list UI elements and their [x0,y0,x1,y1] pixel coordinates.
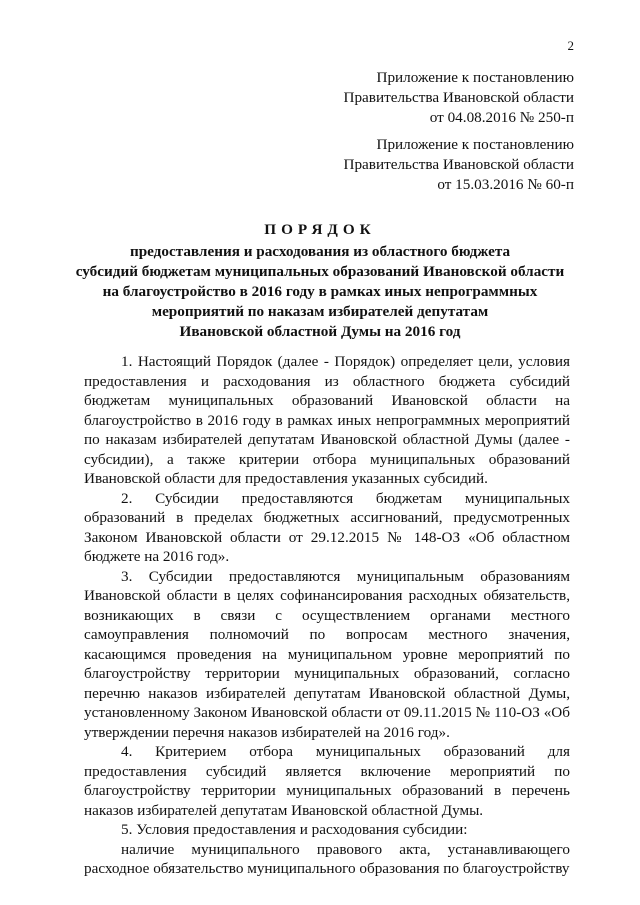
appendix-line: Приложение к постановлению [376,136,574,153]
paragraph-2: 2. Субсидии предоставляются бюджетам муниципальных образований в пределах бюджетных ассигнований, предусмотренных Законом Ивановской области от 29.12.2015 № 148-ОЗ «Об областном бюджете на 2016 год». [84,489,570,565]
title-line: субсидий бюджетам муниципальных образований Ивановской области [75,263,565,280]
appendix-note-original [234,135,574,195]
document-body [84,352,570,879]
title-line: Ивановской областной Думы на 2016 год [179,323,461,340]
appendix-line: от 04.08.2016 № 250-п [429,109,574,126]
title-line: мероприятий по наказам избирателей депутатам [151,303,489,320]
document-title [66,220,574,342]
appendix-line: Правительства Ивановской области [343,156,574,173]
paragraph-5: 5. Условия предоставления и расходования субсидии: [121,821,468,838]
appendix-line: Приложение к постановлению [376,69,574,86]
paragraph-4: 4. Критерием отбора муниципальных образований для предоставления субсидий является включение мероприятий по благоустройству территории муниципальных образований в перечень наказов избирателей депутатам Ивановской областной Думы. [84,743,570,819]
title-line: предоставления и расходования из областного бюджета [129,243,511,260]
paragraph-3: 3. Субсидии предоставляются муниципальным образованиям Ивановской области в целях софинансирования расходных обязательств, возникающих в связи с осуществлением органами местного самоуправления полномочий по вопросам местного значения, касающимся проведения на муниципальном уровне мероприятий по благоустройству территории муниципальных образований, согласно перечню наказов избирателей депутатам Ивановской областной Думы, установленному Законом Ивановской области от 09.11.2015 № 110-ОЗ «Об утверждении перечня наказов избирателей на 2016 год». [84,567,570,741]
appendix-note-current [234,68,574,128]
paragraph-6: наличие муниципального правового акта, устанавливающего расходное обязательство муниципального образования по благоустройству [84,840,570,877]
paragraph-1: 1. Настоящий Порядок (далее - Порядок) определяет цели, условия предоставления и расходования из областного бюджета субсидий бюджетам муниципальных образований Ивановской области на благоустройство в 2016 году в рамках иных непрограммных мероприятий по наказам избирателей депутатам Ивановской областной Думы (далее - субсидии), а также критерии отбора муниципальных образований Ивановской области для предоставления указанных субсидий. [84,353,570,487]
title-line: на благоустройство в 2016 году в рамках иных непрограммных [102,283,538,300]
title-heading: ПОРЯДОК [264,221,376,238]
appendix-line: Правительства Ивановской области [343,89,574,106]
page-number: 2 [567,38,574,53]
appendix-line: от 15.03.2016 № 60-п [437,176,574,193]
